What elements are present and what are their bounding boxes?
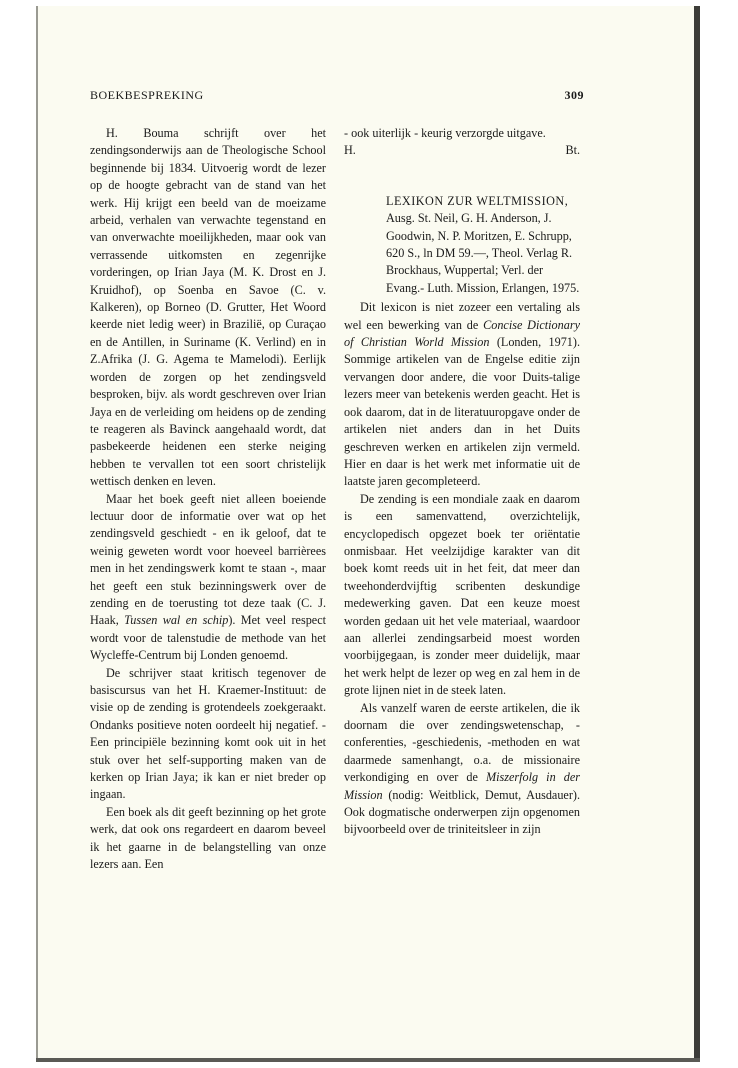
book-entry	[344, 193, 580, 297]
right-column	[344, 125, 580, 839]
page-edge-bottom	[36, 1058, 700, 1062]
page-edge-left	[36, 6, 38, 1062]
signature-initial: H.	[344, 143, 356, 158]
cited-title: Tussen wal en schip	[124, 613, 229, 628]
paragraph-eerste-artikelen: Als vanzelf waren de eerste artikelen, die ik doornam die over zendingswetenschap, -conferenties, -geschiedenis, -methoden en wat daarmede samenhangt, o.a. de missionaire verkondiging en over de Miszerfolg in der Mission (nodig: Weitblick, Demut, Ausdauer). Ook dogmatische onderwerpen zijn opgenomen bijvoorbeeld over de triniteitsleer in zijn	[344, 700, 580, 837]
signature-reviewer: Bt.	[565, 143, 580, 158]
paragraph-lexicon: Dit lexicon is niet zozeer een vertaling als wel een bewerking van de Concise Dictionary of Christian World Mission (Londen, 1971). Sommige artikelen van de Engelse editie zijn vervangen door andere, die voor Duits-talige lezers meer van betekenis werden geacht. Het is ook daarom, dat in de literatuuropgave onder de artikelen niet anders dan in het Duits geschreven werken en artikelen zijn vermeld. Hier en daar is het werk met informatie uit de laatste jaren gecompleteerd.	[344, 300, 580, 489]
review-continuation: - ook uiterlijk - keurig verzorgde uitgave.	[344, 126, 546, 140]
paragraph-boeiende-lectuur: Maar het boek geeft niet alleen boeiende lectuur door de informatie over wat op het zendingsveld geschiedt - en ik geloof, dat te weinig geweten wordt voor hoeveel barrièrees men in het zendingswerk komt te staan -, maar het geeft een stuk bezinningswerk over de zending en de toerusting tot deze taak (C. J. Haak, Tussen wal en schip). Met veel respect wordt voor de talenstudie de methode van het Wycleffe-Centrum bij Londen genoemd.	[90, 491, 326, 663]
running-head: BOEKBESPREKING	[90, 88, 204, 102]
cited-title: Concise Dictionary of Christian World Mission	[344, 317, 580, 350]
paragraph-bezinning: Een boek als dit geeft bezinning op het grote werk, dat ook ons regardeert en daarom beveel ik het gaarne in de belangstelling van onze lezers aan. Een	[90, 804, 326, 872]
book-details: Ausg. St. Neil, G. H. Anderson, J. Goodwin, N. P. Moritzen, E. Schrupp, 620 S., ln DM 59.—, Theol. Verlag R. Brockhaus, Wuppertal; Verl. der Evang.- Luth. Mission, Erlangen, 1975.	[386, 211, 580, 295]
book-title: LEXIKON ZUR WELTMISSION,	[386, 193, 569, 208]
cited-title: Miszerfolg in der Mission	[344, 770, 580, 802]
reviewer-signature	[344, 142, 580, 159]
paragraph-mondiale-zaak: De zending is een mondiale zaak en daarom is een samenvattend, overzichtelijk, encyclopedisch opgezet boek ter oriëntatie onmisbaar. Het veelzijdige karakter van dit boek komt reeds uit in het feit, dat meer dan tweehonderdvijftig scribenten deskundige medewerking gaven. Dat een keuze moest worden gedaan uit het vele materiaal, waardoor aan allerlei zendingsarbeid moest worden voorbijgegaan, is zonder meer duidelijk, maar het werk helpt de lezer op weg en zal hem in de grote lijnen niet in de steek laten.	[344, 491, 580, 698]
left-column	[90, 125, 326, 873]
page-number: 309	[564, 88, 584, 102]
page-edge-right	[694, 6, 700, 1062]
paragraph-bouma: H. Bouma schrijft over het zendingsonderwijs aan de Theologische School beginnende bij 1834. Uitvoerig wordt de lezer op de hoogte gebracht van de stand van het werk. Hij krijgt een beeld van de moeizame arbeid, verhalen van verwachte tegenstand en van onverwachte moeilijkheden, maar ook van verrassende uitkomsten en zegenrijke vorderingen, op Irian Jaya (M. K. Drost en J. Kruidhof), op Soenba en Savoe (C. v. Kalkeren), op Borneo (D. Grutter, Het Woord keerde niet ledig weer) in Brazilië, op Curaçao en de Antillen, in Suriname (K. Verlind) en in Z.Afrika (J. G. Agema te Mamelodi). Eerlijk worden de zorgen op het zendingsveld besproken, bijv. als wordt geschreven over Irian Jaya en de verleiding om heidens op de zending te reageren als Bavinck aangehaald wordt, dat pasbekeerde heidenen een sterke neiging hebben te vervallen tot een soort christelijk wettisch denken en leven.	[90, 126, 326, 489]
paragraph-kritisch: De schrijver staat kritisch tegenover de basiscursus van het H. Kraemer-Instituut: de visie op de zending is grotendeels zoekgeraakt. Ondanks positieve noten oordeelt hij negatief. - Een principiële bezinning komt ook uit in het stuk over het self-supporting maken van de kerken op Irian Jaya; ik kan er niet breder op ingaan.	[90, 665, 326, 802]
